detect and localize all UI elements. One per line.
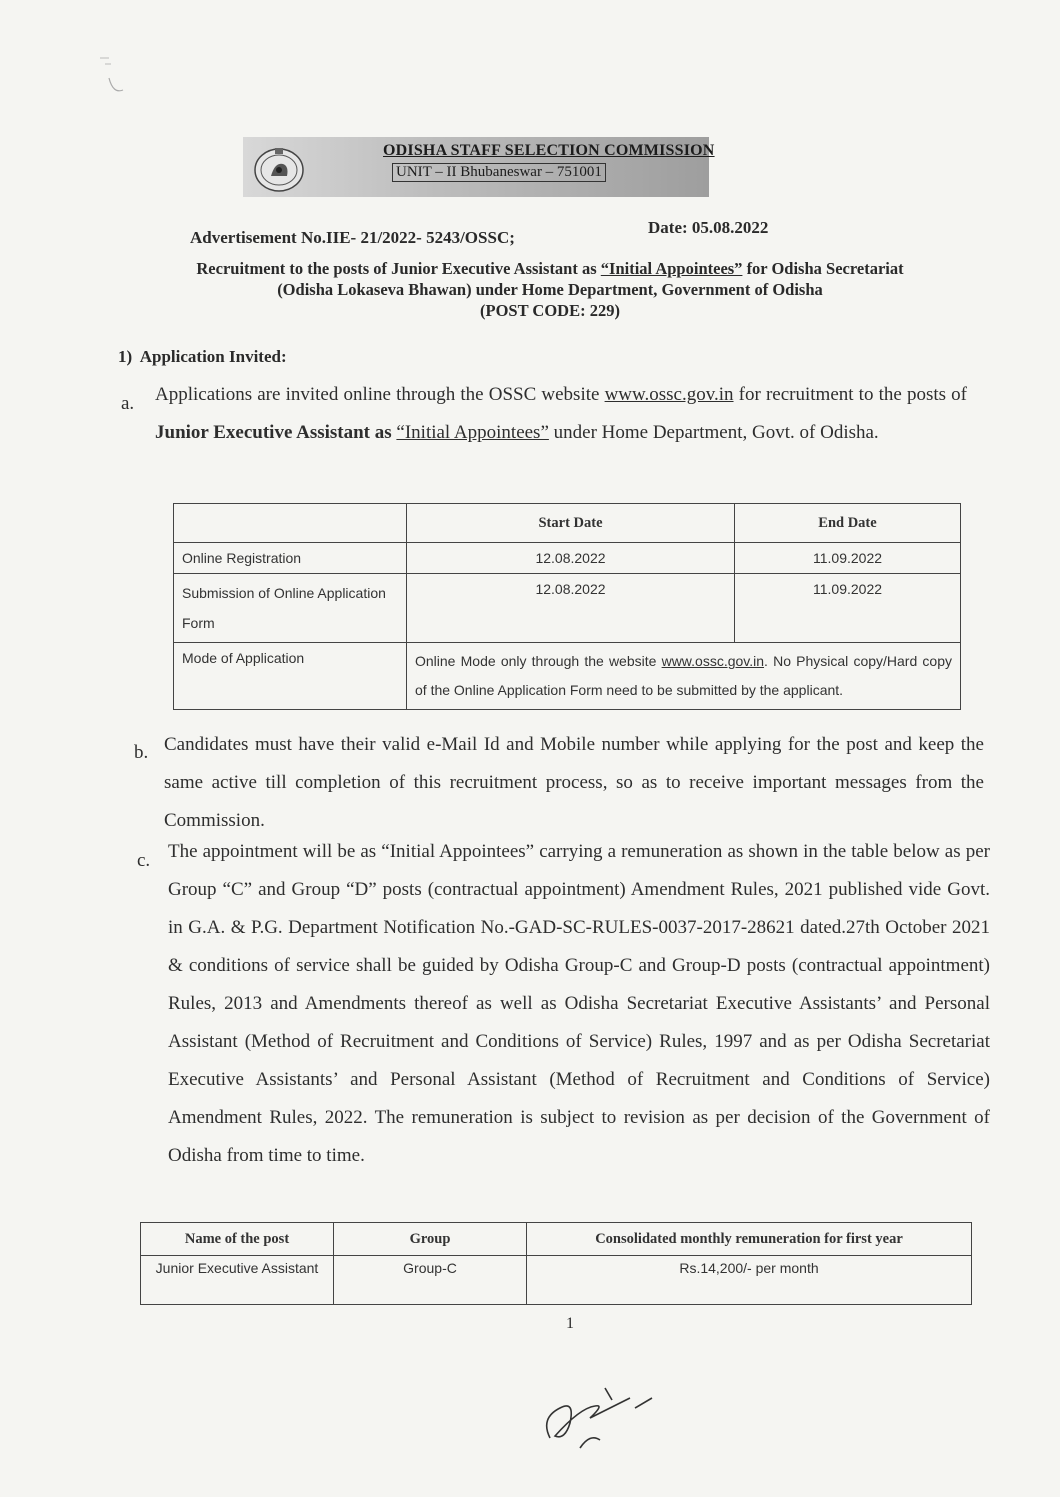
- para-a-marker: a.: [121, 393, 135, 414]
- table-header-cell: Start Date: [407, 504, 735, 543]
- table-row: [174, 574, 961, 643]
- org-unit: UNIT – II Bhubaneswar – 751001: [392, 163, 606, 182]
- org-name: ODISHA STAFF SELECTION COMMISSION: [383, 142, 715, 159]
- post-group: Group-C: [334, 1256, 527, 1305]
- title-line-2: (Odisha Lokaseva Bhawan) under Home Department, Government of Odisha: [277, 280, 823, 299]
- table-header-cell: Consolidated monthly remuneration for first year: [527, 1223, 972, 1256]
- para-c-marker: c.: [137, 850, 151, 871]
- title-line-3: (POST CODE: 229): [480, 301, 620, 320]
- post-remuneration: Rs.14,200/- per month: [527, 1256, 972, 1305]
- advertisement-number: Advertisement No.IIE- 21/2022- 5243/OSSC;: [190, 228, 515, 247]
- end-date: 11.09.2022: [735, 574, 961, 643]
- row-label: Online Registration: [174, 543, 407, 574]
- page-number: 1: [566, 1315, 574, 1332]
- end-date: 11.09.2022: [735, 543, 961, 574]
- section-heading: 1) Application Invited:: [118, 347, 287, 366]
- advertisement-date: Date: 05.08.2022: [648, 218, 769, 237]
- table-header-cell: [174, 504, 407, 543]
- para-c: The appointment will be as “Initial Appointees” carrying a remuneration as shown in the table below as per Group “C” and Group “D” posts (contractual appointment) Amendment Rules, 2021 published vide Govt. in G.A. & P.G. Department Notification No.-GAD-SC-RULES-0037-2017-28621 dated.27th October 2021 & conditions of service shall be guided by Odisha Group-C and Group-D posts (contractual appointment) Rules, 2013 and Amendments thereof as well as Odisha Secretariat Executive Assistants’ and Personal Assistant (Method of Recruitment and Conditions of Service) Rules, 1997 and as per Odisha Secretariat Executive Assistants’ and Personal Assistant (Method of Recruitment and Conditions of Service) Amendment Rules, 2022. The remuneration is subject to revision as per decision of the Government of Odisha from time to time.: [168, 841, 990, 1166]
- title-line-1: Recruitment to the posts of Junior Executive Assistant as “Initial Appointees” for Odisha Secretariat: [196, 259, 904, 278]
- para-b-marker: b.: [134, 742, 149, 763]
- table-header-cell: Group: [334, 1223, 527, 1256]
- schedule-table: [173, 503, 961, 710]
- start-date: 12.08.2022: [407, 543, 735, 574]
- table-header-row: [174, 504, 961, 543]
- ossc-website-link[interactable]: www.ossc.gov.in: [661, 653, 765, 669]
- table-row: [174, 643, 961, 710]
- para-b: Candidates must have their valid e-Mail Id and Mobile number while applying for the post and keep the same active till completion of this recruitment process, so as to receive important messages from the Commission.: [164, 734, 984, 831]
- odisha-emblem-icon: [249, 142, 309, 194]
- title-highlight: “Initial Appointees”: [600, 259, 743, 278]
- start-date: 12.08.2022: [407, 574, 735, 643]
- remuneration-table: [140, 1222, 972, 1305]
- scan-mark: [95, 50, 135, 110]
- row-label: Submission of Online Application Form: [174, 574, 407, 643]
- para-a: Applications are invited online through the OSSC website www.ossc.gov.in for recruitment to the posts of Junior Executive Assistant as “Initial Appointees” under Home Department, Govt. of Odisha.: [155, 384, 967, 443]
- table-header-cell: End Date: [735, 504, 961, 543]
- table-row: [174, 543, 961, 574]
- post-name: Junior Executive Assistant: [141, 1256, 334, 1305]
- table-header-cell: Name of the post: [141, 1223, 334, 1256]
- mode-of-application: Online Mode only through the website www.ossc.gov.in. No Physical copy/Hard copy of the Online Application Form need to be submitted by the applicant.: [407, 643, 961, 710]
- document-title: [120, 258, 980, 321]
- table-row: [141, 1256, 972, 1305]
- handwritten-signature: [520, 1378, 670, 1458]
- table-header-row: [141, 1223, 972, 1256]
- ossc-website-link[interactable]: www.ossc.gov.in: [604, 384, 734, 405]
- row-label: Mode of Application: [174, 643, 407, 710]
